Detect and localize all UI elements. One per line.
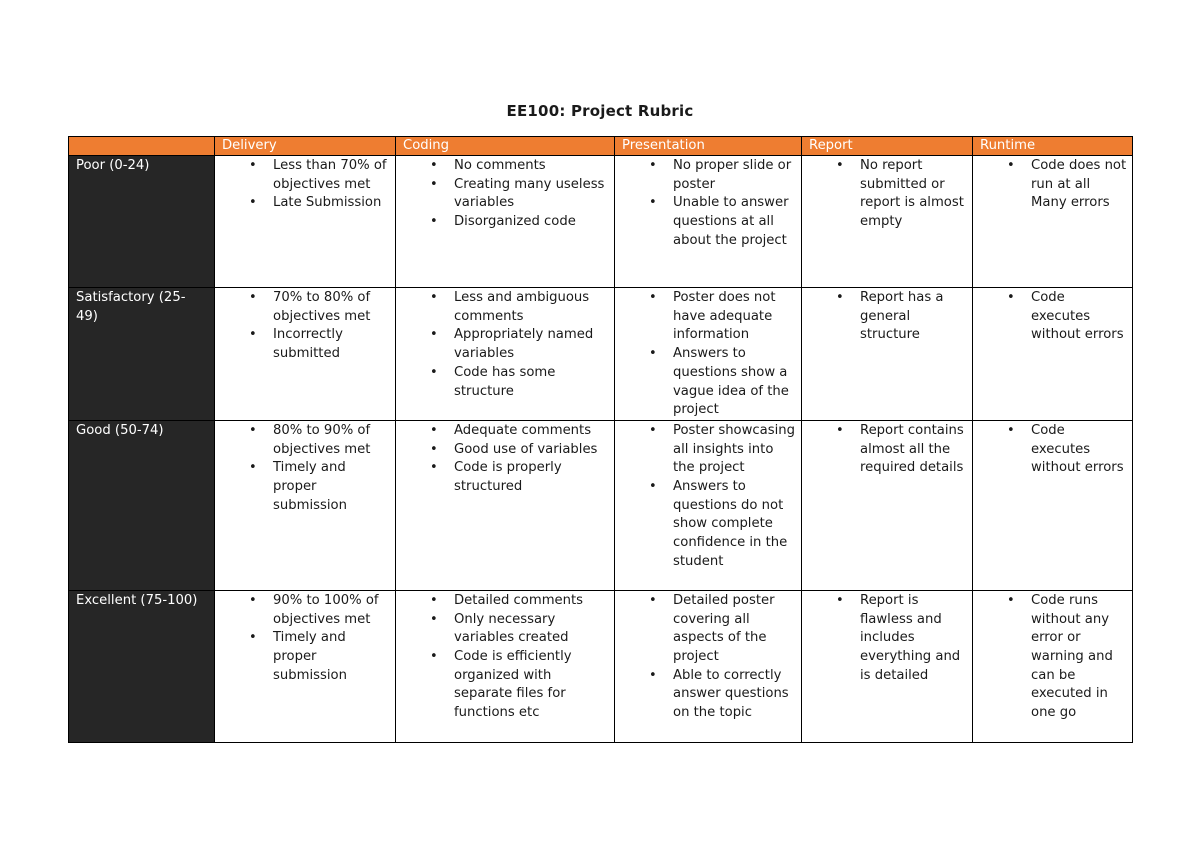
list-item: • 80% to 90% of objectives met [273, 422, 391, 459]
criteria-list [396, 157, 610, 232]
list-item: • Code does not run at all [1031, 157, 1128, 194]
criteria-list [973, 422, 1128, 478]
presentation-cell [615, 590, 802, 742]
criteria-list [396, 592, 610, 723]
report-cell [802, 156, 973, 288]
header-coding: Coding [396, 137, 615, 156]
list-item: • Poster does not have adequate information [673, 289, 797, 345]
runtime-extra-text: Many errors [1031, 195, 1110, 211]
header-corner-cell [69, 137, 215, 156]
criteria-list [802, 592, 968, 686]
table-row [69, 156, 1133, 288]
list-item: • Code executes without errors [1031, 422, 1128, 478]
criteria-list [802, 157, 968, 232]
list-item: • Disorganized code [454, 213, 610, 232]
header-delivery: Delivery [215, 137, 396, 156]
delivery-cell [215, 156, 396, 288]
criteria-list [215, 422, 391, 516]
delivery-cell [215, 420, 396, 590]
criteria-list [615, 422, 797, 572]
runtime-cell [973, 288, 1133, 421]
runtime-cell [973, 156, 1133, 288]
list-item: • Adequate comments [454, 422, 610, 441]
list-item: • 90% to 100% of objectives met [273, 592, 391, 629]
list-item: • Only necessary variables created [454, 611, 610, 648]
header-runtime: Runtime [973, 137, 1133, 156]
delivery-cell [215, 288, 396, 421]
list-item: • Incorrectly submitted [273, 326, 391, 363]
level-label: Poor (0-24) [69, 156, 215, 288]
criteria-list [973, 289, 1128, 345]
table-row [69, 420, 1133, 590]
criteria-list [973, 592, 1128, 723]
list-item: • Report is flawless and includes everything and is detailed [860, 592, 968, 686]
criteria-list [396, 289, 610, 401]
rubric-table [68, 136, 1133, 743]
level-label: Good (50-74) [69, 420, 215, 590]
list-item: • Late Submission [273, 194, 391, 213]
coding-cell [396, 156, 615, 288]
list-item: • Code is efficiently organized with separate files for functions etc [454, 648, 610, 723]
list-item: • Code executes without errors [1031, 289, 1128, 345]
list-item: • Answers to questions show a vague idea of the project [673, 345, 797, 420]
report-cell [802, 590, 973, 742]
runtime-cell [973, 590, 1133, 742]
list-item: • Appropriately named variables [454, 326, 610, 363]
list-item: • Detailed comments [454, 592, 610, 611]
table-row [69, 590, 1133, 742]
coding-cell [396, 420, 615, 590]
list-item: • Good use of variables [454, 441, 610, 460]
list-item: • 70% to 80% of objectives met [273, 289, 391, 326]
list-item: • Report contains almost all the required details [860, 422, 968, 478]
criteria-list [802, 422, 968, 478]
coding-cell [396, 288, 615, 421]
list-item: • Answers to questions do not show complete confidence in the student [673, 478, 797, 572]
list-item: • Less than 70% of objectives met [273, 157, 391, 194]
criteria-list [802, 289, 968, 345]
list-item: • Timely and proper submission [273, 629, 391, 685]
list-item: • Report has a general structure [860, 289, 968, 345]
runtime-cell [973, 420, 1133, 590]
report-cell [802, 420, 973, 590]
criteria-list [215, 157, 391, 213]
criteria-list [396, 422, 610, 497]
table-row [69, 288, 1133, 421]
criteria-list [973, 157, 1128, 194]
page-title: EE100: Project Rubric [506, 102, 694, 120]
list-item: • Creating many useless variables [454, 176, 610, 213]
header-row [69, 137, 1133, 156]
presentation-cell [615, 156, 802, 288]
level-label: Satisfactory (25-49) [69, 288, 215, 421]
criteria-list [215, 592, 391, 686]
list-item: • Code is properly structured [454, 459, 610, 496]
header-report: Report [802, 137, 973, 156]
criteria-list [615, 157, 797, 251]
list-item: • Poster showcasing all insights into the project [673, 422, 797, 478]
criteria-list [615, 592, 797, 723]
list-item: • No comments [454, 157, 610, 176]
header-presentation: Presentation [615, 137, 802, 156]
presentation-cell [615, 420, 802, 590]
list-item: • Less and ambiguous comments [454, 289, 610, 326]
criteria-list [215, 289, 391, 364]
list-item: • Code has some structure [454, 364, 610, 401]
report-cell [802, 288, 973, 421]
coding-cell [396, 590, 615, 742]
criteria-list [615, 289, 797, 420]
level-label: Excellent (75-100) [69, 590, 215, 742]
list-item: • Unable to answer questions at all about the project [673, 194, 797, 250]
list-item: • Timely and proper submission [273, 459, 391, 515]
list-item: • No report submitted or report is almost empty [860, 157, 968, 232]
list-item: • No proper slide or poster [673, 157, 797, 194]
list-item: • Able to correctly answer questions on the topic [673, 667, 797, 723]
list-item: • Detailed poster covering all aspects of the project [673, 592, 797, 667]
delivery-cell [215, 590, 396, 742]
list-item: • Code runs without any error or warning and can be executed in one go [1031, 592, 1128, 723]
presentation-cell [615, 288, 802, 421]
